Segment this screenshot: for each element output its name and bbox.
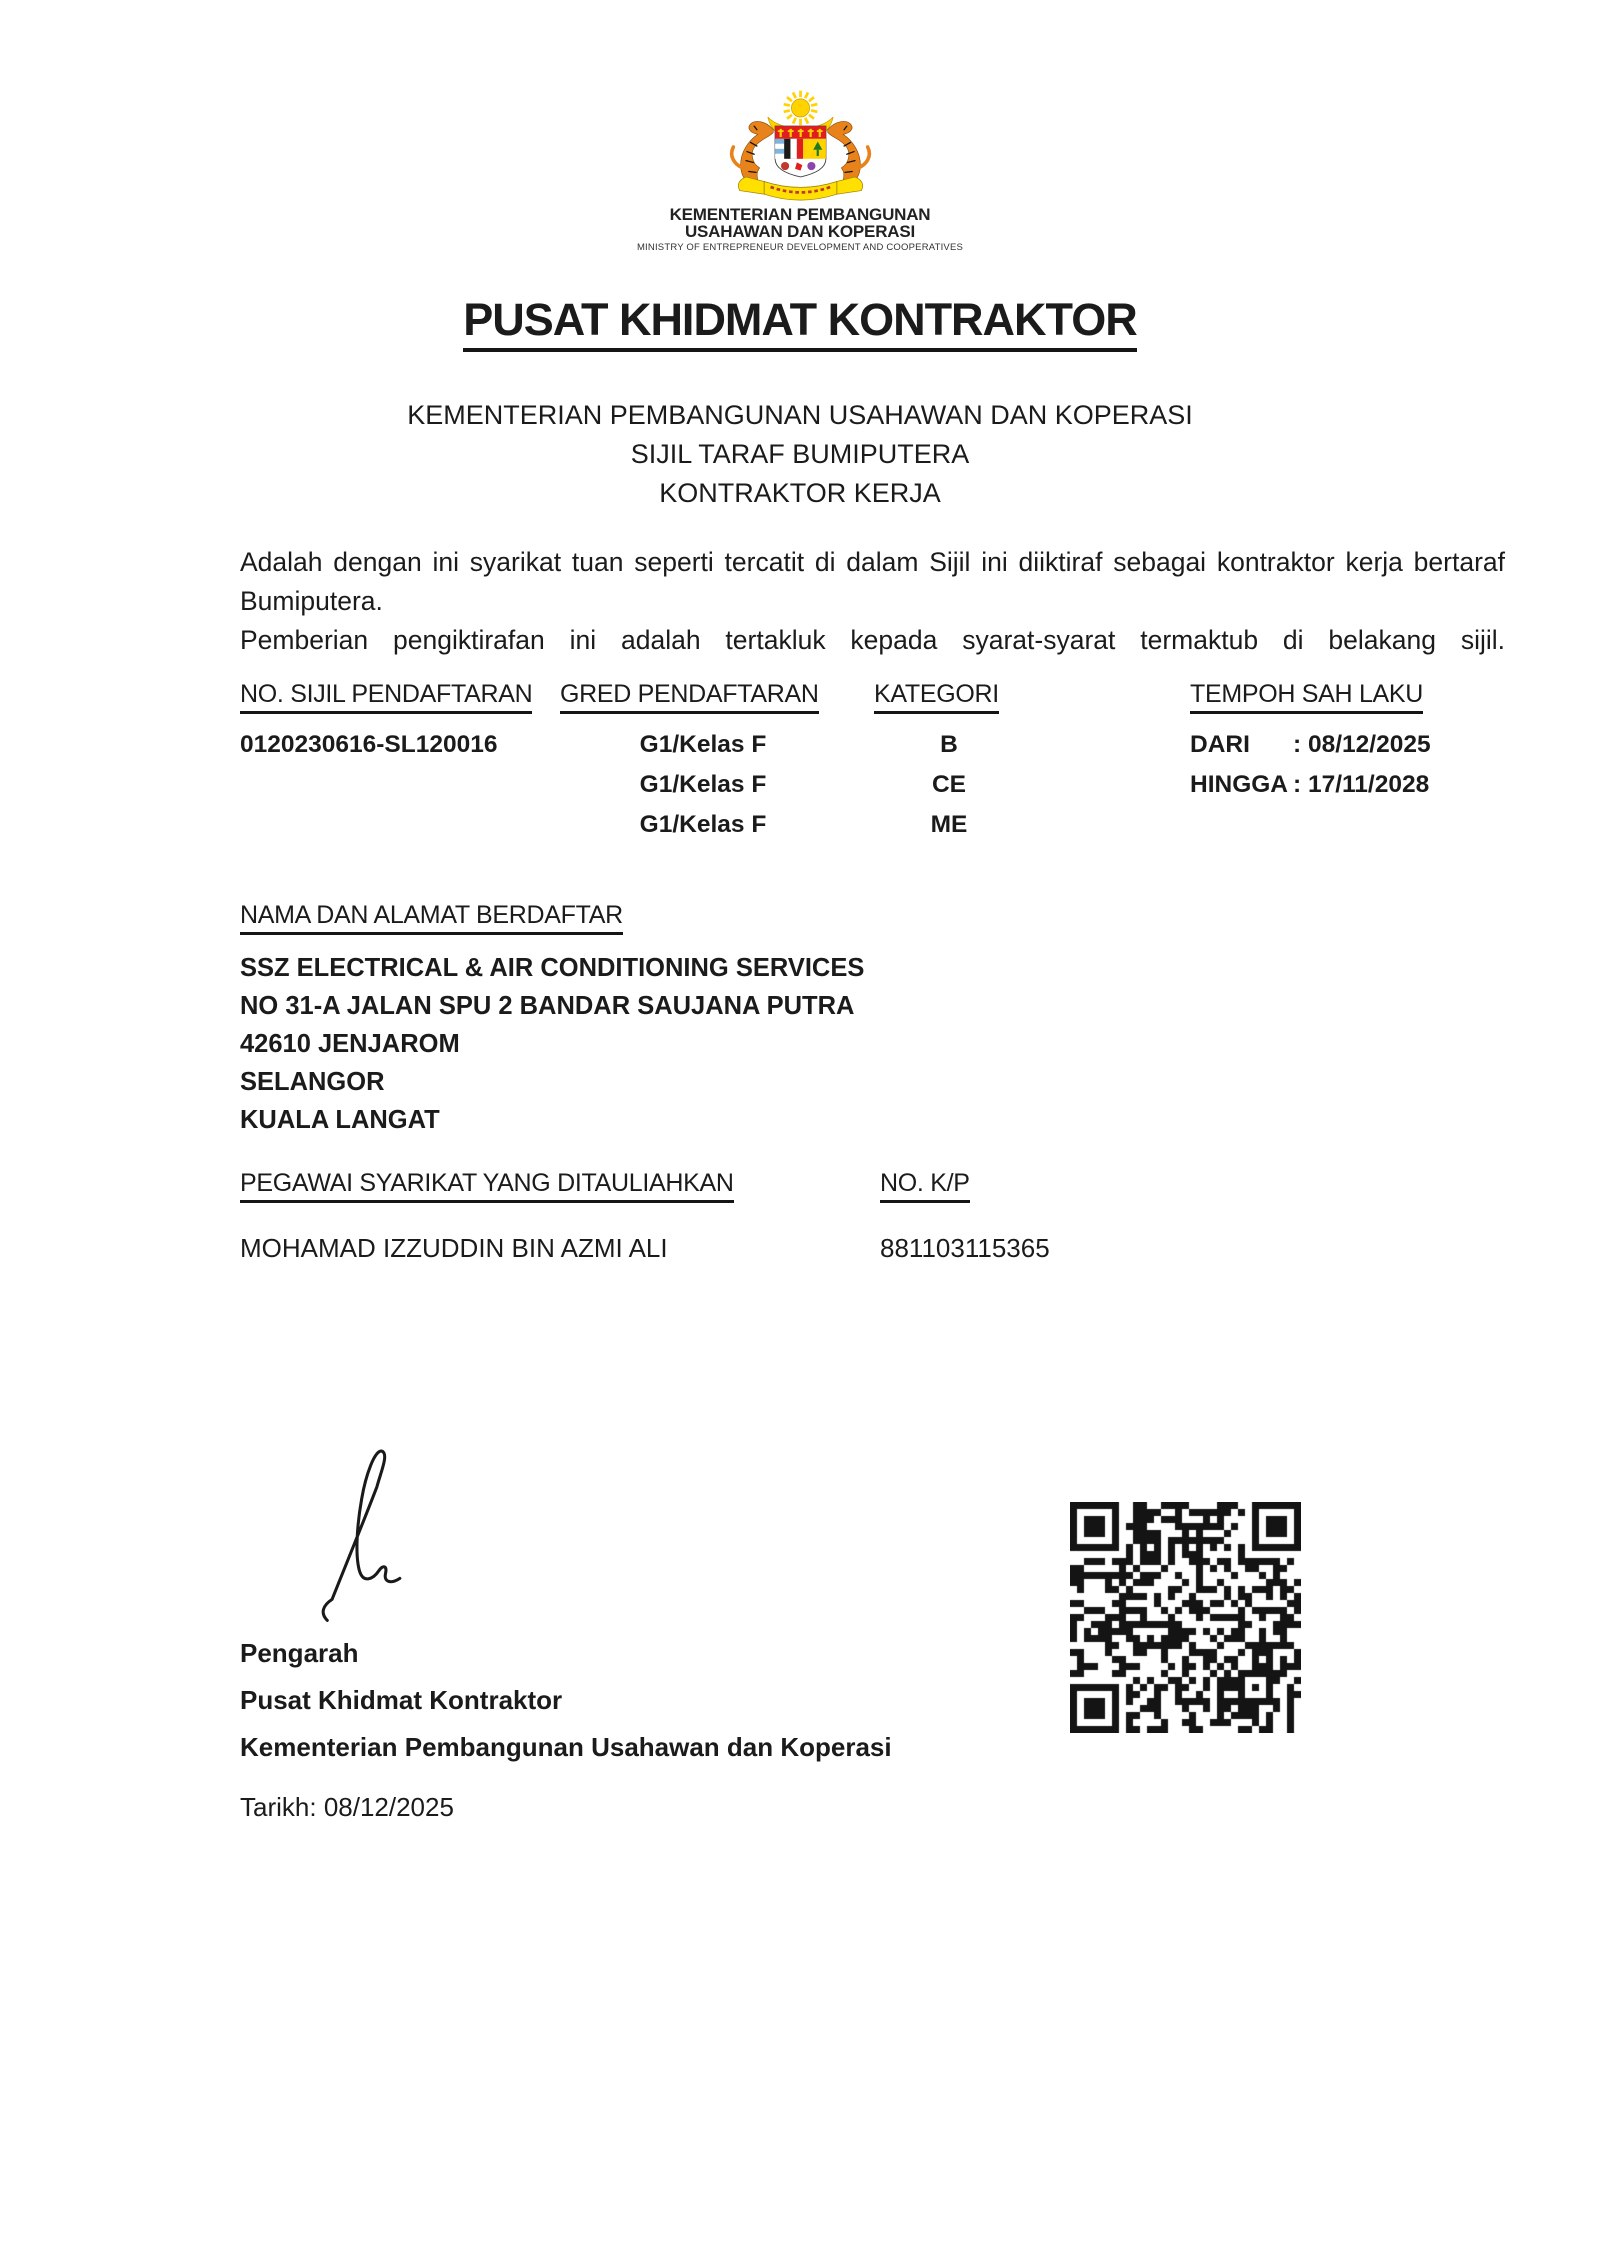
page-title — [0, 294, 1600, 346]
signature-scribble — [312, 1442, 417, 1627]
col-header-tempoh: TEMPOH SAH LAKU — [1190, 680, 1423, 714]
company-name: SSZ ELECTRICAL & AIR CONDITIONING SERVICES — [240, 954, 865, 982]
table-row — [240, 731, 1505, 771]
ministry-crest-logo — [708, 88, 893, 206]
address-line: KUALA LANGAT — [240, 1106, 440, 1134]
validity-dari — [1190, 731, 1505, 771]
signature-block — [240, 1440, 1505, 1860]
col-header-kategori: KATEGORI — [874, 680, 999, 714]
subtitle-line-ministry: KEMENTERIAN PEMBANGUNAN USAHAWAN DAN KOPERASI — [407, 400, 1193, 430]
qr-code — [1070, 1502, 1301, 1733]
address-line: 42610 JENJAROM — [240, 1030, 460, 1058]
certificate-body — [240, 543, 1505, 1264]
officer-row — [240, 1233, 1505, 1264]
kategori-value: ME — [930, 811, 968, 838]
no-kp-heading: NO. K/P — [880, 1169, 970, 1203]
subtitle-line-sijil: SIJIL TARAF BUMIPUTERA — [630, 439, 970, 469]
registered-name-address-section — [240, 901, 1505, 1139]
page-title-text: PUSAT KHIDMAT KONTRAKTOR — [463, 294, 1136, 352]
letterhead — [0, 0, 1600, 254]
authorised-officer-section — [240, 1169, 1505, 1264]
ministry-name-line1: KEMENTERIAN PEMBANGUNAN — [669, 205, 931, 224]
ministry-name-english: MINISTRY OF ENTREPRENEUR DEVELOPMENT AND COOPERATIVES — [636, 242, 964, 253]
gred-value: G1/Kelas F — [639, 811, 767, 838]
no-sijil-value: 0120230616-SL120016 — [240, 731, 498, 758]
signatory-details — [240, 1630, 892, 1771]
crest-ribbon — [738, 177, 862, 200]
hingga-value: : 17/11/2028 — [1293, 771, 1430, 798]
declaration-paragraph — [240, 543, 1505, 660]
ministry-name-line2: USAHAWAN DAN KOPERASI — [684, 222, 916, 241]
crest-shield — [775, 126, 826, 177]
pegawai-heading: PEGAWAI SYARIKAT YANG DITAULIAHKAN — [240, 1169, 734, 1203]
gred-value: G1/Kelas F — [639, 771, 767, 798]
issue-date-value: 08/12/2025 — [323, 1792, 454, 1822]
declaration-line1: Adalah dengan ini syarikat tuan seperti tercatit di dalam Sijil ini diiktiraf sebagai kontraktor kerja bertaraf Bumiputera. — [240, 547, 1505, 616]
dari-label: DARI — [1190, 731, 1250, 758]
officer-name: MOHAMAD IZZUDDIN BIN AZMI ALI — [240, 1233, 668, 1263]
address-line: SELANGOR — [240, 1068, 385, 1096]
registered-address — [240, 949, 1505, 1139]
gred-value: G1/Kelas F — [639, 731, 767, 758]
col-header-gred: GRED PENDAFTARAN — [560, 680, 819, 714]
issue-date — [240, 1792, 454, 1823]
kategori-value: CE — [931, 771, 967, 798]
declaration-line2: Pemberian pengiktirafan ini adalah tertakluk kepada syarat-syarat termaktub di belakang sijil. — [240, 625, 1505, 655]
issue-date-label: Tarikh: — [240, 1792, 317, 1822]
certificate-subtitle — [0, 396, 1600, 513]
officer-header-row — [240, 1169, 1505, 1203]
registration-table-body — [240, 731, 1505, 851]
registration-table — [240, 680, 1505, 851]
subtitle-line-kontraktor: KONTRAKTOR KERJA — [659, 478, 941, 508]
hingga-label: HINGGA — [1190, 771, 1288, 798]
kategori-value: B — [940, 731, 958, 758]
validity-hingga — [1190, 771, 1505, 811]
dari-value: : 08/12/2025 — [1293, 731, 1431, 758]
col-header-no-sijil: NO. SIJIL PENDAFTARAN — [240, 680, 532, 714]
nama-alamat-heading: NAMA DAN ALAMAT BERDAFTAR — [240, 901, 623, 935]
table-row — [240, 771, 1505, 811]
signatory-title: Pengarah — [240, 1638, 359, 1668]
registration-table-header — [240, 680, 1505, 709]
signatory-ministry: Kementerian Pembangunan Usahawan dan Koperasi — [240, 1732, 892, 1762]
officer-kp-number: 881103115365 — [880, 1233, 1050, 1263]
signatory-department: Pusat Khidmat Kontraktor — [240, 1685, 563, 1715]
address-line: NO 31-A JALAN SPU 2 BANDAR SAUJANA PUTRA — [240, 992, 855, 1020]
table-row — [240, 811, 1505, 851]
